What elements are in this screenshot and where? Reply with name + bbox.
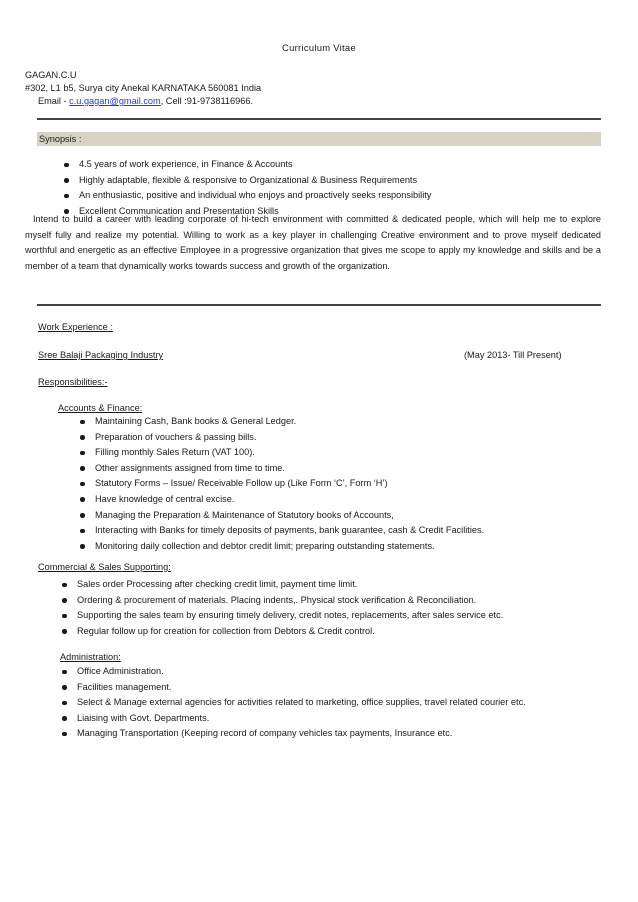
candidate-name: GAGAN.C.U bbox=[25, 70, 77, 80]
administration-heading: Administration: bbox=[60, 652, 121, 662]
cell-number: , Cell :91-9738116966. bbox=[160, 96, 253, 106]
bullet-icon bbox=[80, 544, 85, 549]
divider-top bbox=[37, 118, 601, 120]
document-title: Curriculum Vitae bbox=[282, 42, 356, 53]
synopsis-heading: Synopsis : bbox=[39, 134, 82, 144]
commercial-sales-heading: Commercial & Sales Supporting: bbox=[38, 562, 171, 572]
email-link[interactable]: c.u.gagan@gmail.com bbox=[69, 96, 161, 106]
responsibilities-heading: Responsibilities:- bbox=[38, 377, 108, 387]
bullet-icon bbox=[62, 583, 67, 588]
divider-middle bbox=[37, 304, 601, 306]
bullet-icon bbox=[62, 598, 67, 603]
resume-page: Curriculum Vitae GAGAN.C.U #302, L1 b5, Surya city Anekal KARNATAKA 560081 India Email - c.u.gagan@gmail.com, Cell :91-9738116966. Synopsis : 4.5 years of work experience, in Finance & Accounts Highly adaptable, flexible & responsive to Organizational & Business Requirements An enthusiastic, positive and individual who enjoys and proactively seeks responsibility Excellent Communication and Presentation Skills Intend to build a career with leading corporate of hi-tech environment with committed & dedicated people, which will help me to explore myself fully and realize my potential. Willing to work as a key player in challenging Creative environment and to prove myself dedicated worthful and energetic as an effective Employee in a progressive organization that gives me scope to apply my knowledge and skills and be a member of a team that dynamically works towards success and growth of the organization. Work Experience : Sree Balaji Packaging Industry (May 2013- Till Present) Responsibilities:- Accounts & Finance: Maintaining Cash, Bank books & General Ledger. Preparation of vouchers & passing bills. Filling monthly Sales Return (VAT 100). Other assignments assigned from time to time. Statutory Forms – Issue/ Receivable Follow up (Like Form ‘C’, Form ‘H’) Have knowledge of central excise. Managing the Preparation & Maintenance of Statutory books of Accounts, Interacting with Banks for timely deposits of payments, bank guarantee, cash & Credit Facilities. Monitoring daily collection and debtor credit limit; preparing outstanding statements. Commercial & Sales Supporting: Sales order Processing after checking credit limit, payment time limit. Ordering & procurement of materials. Placing indents,. Physical stock verification & Reconciliation. Supporting the sales team by ensuring timely delivery, credit notes, replacements, after sales service etc. Regular follow up for creation for collection from Debtors & Credit control. Administration: Office Administration. Facilities management. Select & Manage external agencies for activities related to marketing, office supplies, travel related courier etc. Liaising with Govt. Departments. Managing Transportation (Keeping record of company vehicles tax payments, Insurance etc. bbox=[0, 0, 638, 902]
career-objective bbox=[25, 212, 601, 274]
contact-line bbox=[38, 96, 253, 106]
bullet-icon bbox=[62, 701, 67, 706]
bullet-icon bbox=[62, 716, 67, 721]
bullet-icon bbox=[80, 513, 85, 518]
work-experience-heading: Work Experience : bbox=[38, 322, 113, 332]
bullet-icon bbox=[80, 451, 85, 456]
bullet-icon bbox=[80, 482, 85, 487]
candidate-address: #302, L1 b5, Surya city Anekal KARNATAKA 560081 India bbox=[25, 83, 262, 93]
bullet-icon bbox=[62, 670, 67, 675]
bullet-icon bbox=[80, 497, 85, 502]
bullet-icon bbox=[62, 732, 67, 737]
bullet-icon bbox=[62, 685, 67, 690]
bullet-icon bbox=[64, 163, 69, 168]
email-prefix: Email - bbox=[38, 96, 70, 106]
bullet-icon bbox=[62, 629, 67, 634]
bullet-icon bbox=[80, 435, 85, 440]
bullet-icon bbox=[80, 466, 85, 471]
bullet-icon bbox=[64, 194, 69, 199]
employment-period: (May 2013- Till Present) bbox=[464, 350, 562, 360]
bullet-icon bbox=[62, 614, 67, 619]
bullet-icon bbox=[64, 178, 69, 183]
synopsis-heading-bar bbox=[37, 132, 601, 146]
bullet-icon bbox=[80, 420, 85, 425]
company-name: Sree Balaji Packaging Industry bbox=[38, 350, 164, 360]
objective-text: Intend to build a career with leading corporate of hi-tech environment with committed & dedicated people, which will help me to explore myself fully and realize my potential. Willing to work as a key player in challenging Creative environment and to prove myself dedicated worthful and energetic as an effective Employee in a progressive organization that gives me scope to apply my knowledge and skills and be a member of a team that dynamically works towards success and growth of the organization. bbox=[25, 214, 601, 271]
bullet-icon bbox=[80, 529, 85, 534]
accounts-finance-heading: Accounts & Finance: bbox=[58, 403, 143, 413]
